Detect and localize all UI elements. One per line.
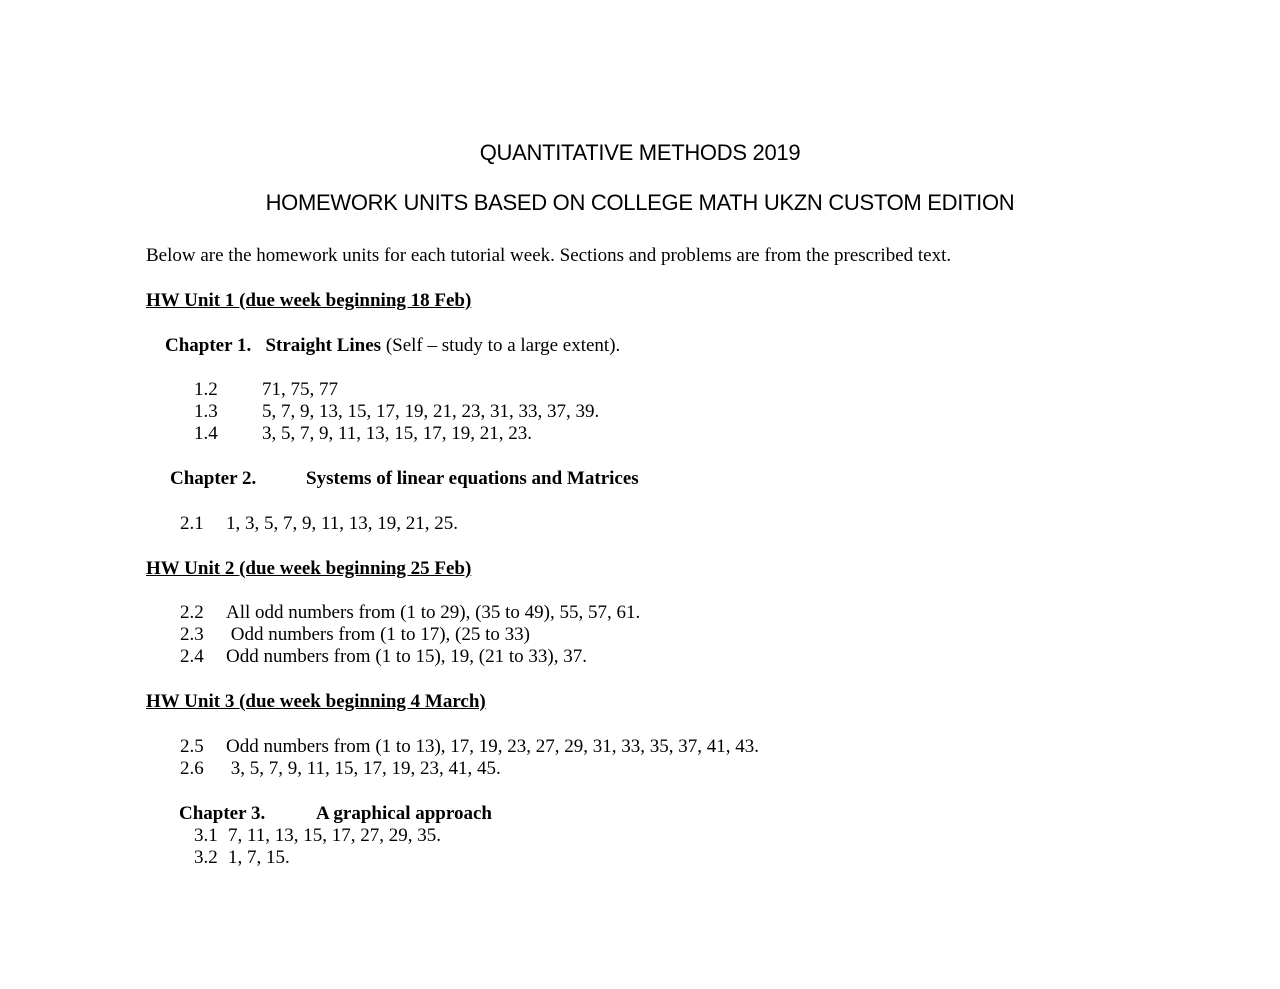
chapter1-line bbox=[165, 335, 620, 357]
section-number: 2.4 bbox=[180, 646, 204, 667]
chapter1-title: Straight Lines bbox=[265, 335, 382, 356]
section-row bbox=[180, 624, 530, 646]
section-number: 1.2 bbox=[194, 379, 218, 400]
section-row bbox=[180, 513, 458, 535]
document-subtitle: HOMEWORK UNITS BASED ON COLLEGE MATH UKZN CUSTOM EDITION bbox=[265, 190, 1015, 215]
chapter3-line bbox=[179, 803, 492, 825]
chapter1-note: (Self – study to a large extent). bbox=[381, 335, 621, 356]
section-row bbox=[194, 423, 532, 445]
section-number: 2.6 bbox=[180, 758, 204, 779]
section-row bbox=[180, 602, 640, 624]
chapter3-label: Chapter 3. bbox=[179, 803, 266, 824]
section-row bbox=[180, 646, 587, 668]
section-number: 2.1 bbox=[180, 513, 204, 534]
section-number: 3.1 bbox=[194, 825, 218, 846]
section-row bbox=[180, 758, 501, 780]
section-problems: 71, 75, 77 bbox=[262, 379, 338, 400]
chapter3-title: A graphical approach bbox=[316, 803, 492, 824]
section-problems: All odd numbers from (1 to 29), (35 to 49), 55, 57, 61. bbox=[226, 602, 641, 623]
section-problems: 3, 5, 7, 9, 11, 15, 17, 19, 23, 41, 45. bbox=[226, 758, 501, 779]
section-row bbox=[194, 401, 599, 423]
section-number: 3.2 bbox=[194, 847, 218, 868]
section-number: 2.3 bbox=[180, 624, 204, 645]
section-row bbox=[194, 379, 338, 401]
unit3-heading: HW Unit 3 (due week beginning 4 March) bbox=[146, 691, 486, 712]
section-row bbox=[180, 736, 759, 758]
section-problems: 7, 11, 13, 15, 17, 27, 29, 35. bbox=[228, 825, 442, 846]
chapter2-title: Systems of linear equations and Matrices bbox=[306, 468, 639, 489]
section-number: 1.3 bbox=[194, 401, 218, 422]
unit2-heading: HW Unit 2 (due week beginning 25 Feb) bbox=[146, 558, 472, 579]
unit1-heading: HW Unit 1 (due week beginning 18 Feb) bbox=[146, 290, 472, 311]
section-problems: Odd numbers from (1 to 15), 19, (21 to 33), 37. bbox=[226, 646, 587, 667]
section-number: 1.4 bbox=[194, 423, 218, 444]
document-title: QUANTITATIVE METHODS 2019 bbox=[479, 140, 801, 165]
section-number: 2.2 bbox=[180, 602, 204, 623]
intro-text: Below are the homework units for each tutorial week. Sections and problems are from the prescribed text. bbox=[146, 245, 952, 266]
section-number: 2.5 bbox=[180, 736, 204, 757]
section-row bbox=[194, 847, 290, 869]
section-problems: Odd numbers from (1 to 17), (25 to 33) bbox=[226, 624, 530, 645]
section-problems: 1, 7, 15. bbox=[228, 847, 290, 868]
section-problems: Odd numbers from (1 to 13), 17, 19, 23, 27, 29, 31, 33, 35, 37, 41, 43. bbox=[226, 736, 760, 757]
chapter2-label: Chapter 2. bbox=[170, 468, 257, 489]
chapter2-line bbox=[170, 468, 639, 490]
section-problems: 5, 7, 9, 13, 15, 17, 19, 21, 23, 31, 33, 37, 39. bbox=[262, 401, 600, 422]
section-problems: 3, 5, 7, 9, 11, 13, 15, 17, 19, 21, 23. bbox=[262, 423, 533, 444]
chapter1-label: Chapter 1. bbox=[165, 335, 252, 356]
section-problems: 1, 3, 5, 7, 9, 11, 13, 19, 21, 25. bbox=[226, 513, 459, 534]
section-row bbox=[194, 825, 441, 847]
